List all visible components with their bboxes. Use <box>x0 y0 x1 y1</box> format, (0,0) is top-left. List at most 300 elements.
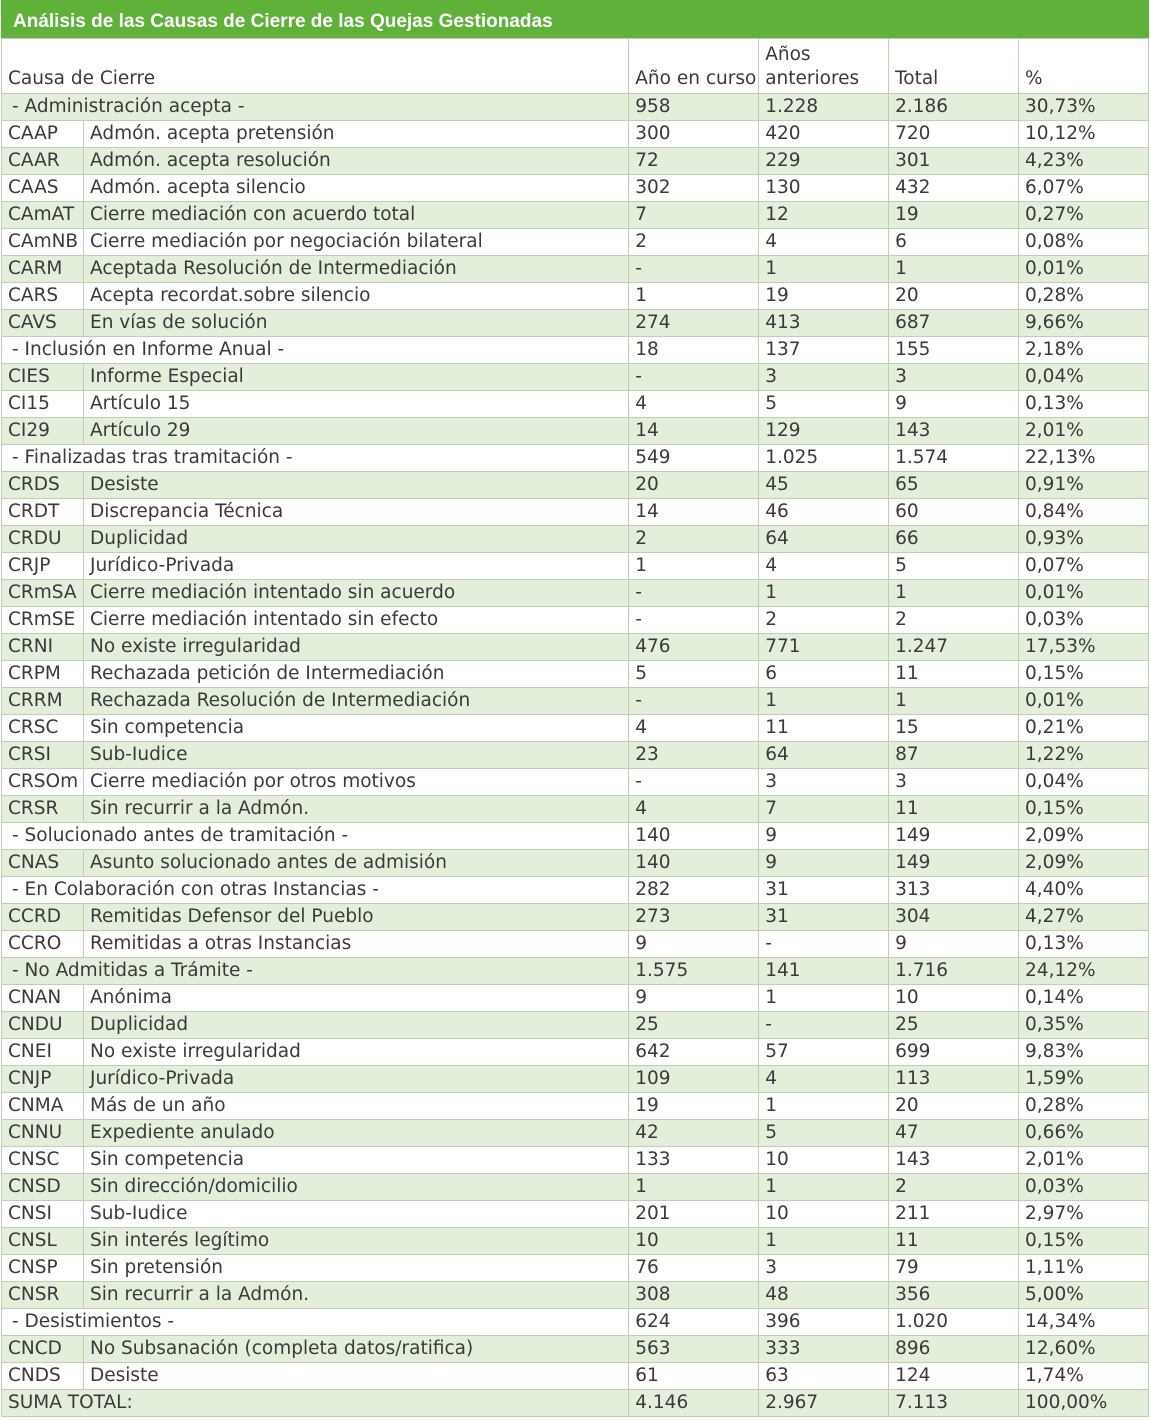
value-total: 25 <box>889 1012 1019 1039</box>
value-current-year: 1.575 <box>629 958 759 985</box>
value-percent: 0,07% <box>1019 553 1149 580</box>
value-current-year: 4 <box>629 715 759 742</box>
value-current-year: 563 <box>629 1336 759 1363</box>
value-current-year: - <box>629 364 759 391</box>
value-previous-years: 3 <box>759 364 889 391</box>
header-causa: Causa de Cierre <box>2 39 629 94</box>
value-total: 304 <box>889 904 1019 931</box>
table-row <box>2 1336 1149 1363</box>
value-total: 1.716 <box>889 958 1019 985</box>
cause-description: Cierre mediación intentado sin acuerdo <box>84 580 629 607</box>
table-row <box>2 1363 1149 1390</box>
value-previous-years: 9 <box>759 850 889 877</box>
cause-code: CNCD <box>2 1336 84 1363</box>
cause-description: Aceptada Resolución de Intermediación <box>84 256 629 283</box>
table-row <box>2 229 1149 256</box>
cause-description: Sin recurrir a la Admón. <box>84 796 629 823</box>
value-total: 113 <box>889 1066 1019 1093</box>
value-current-year: 5 <box>629 661 759 688</box>
value-current-year: 140 <box>629 850 759 877</box>
value-percent: 0,04% <box>1019 769 1149 796</box>
value-current-year: 10 <box>629 1228 759 1255</box>
value-percent: 0,14% <box>1019 985 1149 1012</box>
header-pct: % <box>1019 39 1149 94</box>
cause-code: CNEI <box>2 1039 84 1066</box>
value-percent: 0,15% <box>1019 796 1149 823</box>
cause-code: CNJP <box>2 1066 84 1093</box>
table-row <box>2 1174 1149 1201</box>
table-row <box>2 1255 1149 1282</box>
value-current-year: 18 <box>629 337 759 364</box>
value-percent: 9,83% <box>1019 1039 1149 1066</box>
value-current-year: 140 <box>629 823 759 850</box>
value-total: 15 <box>889 715 1019 742</box>
table-row <box>2 1120 1149 1147</box>
value-current-year: 1 <box>629 553 759 580</box>
value-previous-years: 771 <box>759 634 889 661</box>
cause-code: CRmSE <box>2 607 84 634</box>
value-total: 19 <box>889 202 1019 229</box>
cause-code: CRRM <box>2 688 84 715</box>
value-current-year: 61 <box>629 1363 759 1390</box>
group-row <box>2 445 1149 472</box>
cause-code: CRNI <box>2 634 84 661</box>
value-total: 3 <box>889 364 1019 391</box>
table-row <box>2 310 1149 337</box>
table-row <box>2 607 1149 634</box>
value-previous-years: 1 <box>759 1174 889 1201</box>
cause-code: CRDT <box>2 499 84 526</box>
value-total: 2 <box>889 607 1019 634</box>
cause-description: Artículo 15 <box>84 391 629 418</box>
value-percent: 12,60% <box>1019 1336 1149 1363</box>
table-row <box>2 580 1149 607</box>
value-percent: 0,35% <box>1019 1012 1149 1039</box>
table-row <box>2 931 1149 958</box>
cause-description: Admón. acepta resolución <box>84 148 629 175</box>
value-current-year: 9 <box>629 985 759 1012</box>
value-current-year: 4 <box>629 796 759 823</box>
group-row <box>2 337 1149 364</box>
value-previous-years: 19 <box>759 283 889 310</box>
value-current-year: 476 <box>629 634 759 661</box>
cause-code: CNSP <box>2 1255 84 1282</box>
value-current-year: - <box>629 769 759 796</box>
cause-description: Cierre mediación por otros motivos <box>84 769 629 796</box>
table-row <box>2 499 1149 526</box>
header-anios-anteriores <box>759 39 889 94</box>
value-percent: 0,13% <box>1019 391 1149 418</box>
cause-description: Desiste <box>84 1363 629 1390</box>
table-row <box>2 796 1149 823</box>
value-total: 20 <box>889 283 1019 310</box>
value-previous-years: 1 <box>759 1093 889 1120</box>
value-previous-years: 46 <box>759 499 889 526</box>
group-row <box>2 1309 1149 1336</box>
cause-description: Sub-Iudice <box>84 1201 629 1228</box>
group-label: - No Admitidas a Trámite - <box>2 958 629 985</box>
value-current-year: 308 <box>629 1282 759 1309</box>
value-previous-years: - <box>759 1012 889 1039</box>
value-total: 11 <box>889 796 1019 823</box>
value-percent: 14,34% <box>1019 1309 1149 1336</box>
value-percent: 0,28% <box>1019 283 1149 310</box>
value-total: 66 <box>889 526 1019 553</box>
table-row <box>2 256 1149 283</box>
table-row <box>2 742 1149 769</box>
value-percent: 0,08% <box>1019 229 1149 256</box>
table-row <box>2 985 1149 1012</box>
table-row <box>2 526 1149 553</box>
value-percent: 2,09% <box>1019 850 1149 877</box>
value-current-year: 76 <box>629 1255 759 1282</box>
cause-code: CNDU <box>2 1012 84 1039</box>
value-current-year: 14 <box>629 499 759 526</box>
value-current-year: - <box>629 607 759 634</box>
table-row <box>2 1147 1149 1174</box>
cause-code: CNDS <box>2 1363 84 1390</box>
cause-description: Sin interés legítimo <box>84 1228 629 1255</box>
value-previous-years: 4 <box>759 229 889 256</box>
cause-description: Acepta recordat.sobre silencio <box>84 283 629 310</box>
header-anio-curso: Año en curso <box>629 39 759 94</box>
value-current-year: 624 <box>629 1309 759 1336</box>
cause-code: CRSI <box>2 742 84 769</box>
value-previous-years: 63 <box>759 1363 889 1390</box>
value-percent: 5,00% <box>1019 1282 1149 1309</box>
cause-code: CNSI <box>2 1201 84 1228</box>
value-current-year: 273 <box>629 904 759 931</box>
value-percent: 0,01% <box>1019 688 1149 715</box>
value-total: 720 <box>889 121 1019 148</box>
value-current-year: - <box>629 688 759 715</box>
cause-description: Anónima <box>84 985 629 1012</box>
table-row <box>2 148 1149 175</box>
table-row <box>2 553 1149 580</box>
value-previous-years: 129 <box>759 418 889 445</box>
value-percent: 0,93% <box>1019 526 1149 553</box>
value-total: 149 <box>889 850 1019 877</box>
value-percent: 1,11% <box>1019 1255 1149 1282</box>
table-row <box>2 715 1149 742</box>
cause-description: Rechazada Resolución de Intermediación <box>84 688 629 715</box>
header-anios-line1: Años <box>765 44 811 65</box>
table-row <box>2 1228 1149 1255</box>
value-total: 2 <box>889 1174 1019 1201</box>
cause-code: CIES <box>2 364 84 391</box>
cause-code: CNAN <box>2 985 84 1012</box>
value-percent: 0,21% <box>1019 715 1149 742</box>
cause-description: Sin competencia <box>84 715 629 742</box>
cause-description: Admón. acepta pretensión <box>84 121 629 148</box>
value-total: 699 <box>889 1039 1019 1066</box>
cause-code: CAmAT <box>2 202 84 229</box>
value-previous-years: 420 <box>759 121 889 148</box>
cause-code: CRmSA <box>2 580 84 607</box>
value-previous-years: 3 <box>759 769 889 796</box>
value-total: 1 <box>889 688 1019 715</box>
value-previous-years: 11 <box>759 715 889 742</box>
table-row <box>2 661 1149 688</box>
cause-code: CNMA <box>2 1093 84 1120</box>
value-total: 11 <box>889 661 1019 688</box>
value-current-year: 1 <box>629 1174 759 1201</box>
cause-code: CRDS <box>2 472 84 499</box>
value-current-year: 201 <box>629 1201 759 1228</box>
value-total: 6 <box>889 229 1019 256</box>
cause-description: No existe irregularidad <box>84 634 629 661</box>
value-percent: 2,01% <box>1019 418 1149 445</box>
value-previous-years: 141 <box>759 958 889 985</box>
cause-code: CAVS <box>2 310 84 337</box>
group-label: - Solucionado antes de tramitación - <box>2 823 629 850</box>
cause-code: CAmNB <box>2 229 84 256</box>
value-current-year: 42 <box>629 1120 759 1147</box>
value-percent: 0,84% <box>1019 499 1149 526</box>
value-total: 87 <box>889 742 1019 769</box>
group-label: - Inclusión en Informe Anual - <box>2 337 629 364</box>
cause-description: Discrepancia Técnica <box>84 499 629 526</box>
total-pct: 100,00% <box>1019 1390 1149 1417</box>
value-percent: 0,01% <box>1019 256 1149 283</box>
value-current-year: 302 <box>629 175 759 202</box>
cause-description: Artículo 29 <box>84 418 629 445</box>
value-current-year: 9 <box>629 931 759 958</box>
cause-code: CNSC <box>2 1147 84 1174</box>
cause-description: Remitidas Defensor del Pueblo <box>84 904 629 931</box>
cause-description: Jurídico-Privada <box>84 553 629 580</box>
cause-description: Sub-Iudice <box>84 742 629 769</box>
header-total: Total <box>889 39 1019 94</box>
value-total: 1.247 <box>889 634 1019 661</box>
cause-description: Cierre mediación con acuerdo total <box>84 202 629 229</box>
value-percent: 6,07% <box>1019 175 1149 202</box>
value-percent: 17,53% <box>1019 634 1149 661</box>
group-label: - En Colaboración con otras Instancias - <box>2 877 629 904</box>
cause-description: Rechazada petición de Intermediación <box>84 661 629 688</box>
cause-description: Duplicidad <box>84 526 629 553</box>
value-percent: 2,01% <box>1019 1147 1149 1174</box>
cause-description: Más de un año <box>84 1093 629 1120</box>
value-total: 1.574 <box>889 445 1019 472</box>
value-current-year: 958 <box>629 94 759 121</box>
value-previous-years: 64 <box>759 526 889 553</box>
cause-code: CNSD <box>2 1174 84 1201</box>
value-percent: 0,15% <box>1019 1228 1149 1255</box>
table-row <box>2 688 1149 715</box>
value-percent: 0,13% <box>1019 931 1149 958</box>
value-current-year: 7 <box>629 202 759 229</box>
value-previous-years: 3 <box>759 1255 889 1282</box>
value-current-year: 20 <box>629 472 759 499</box>
value-current-year: 642 <box>629 1039 759 1066</box>
cause-description: Expediente anulado <box>84 1120 629 1147</box>
cause-description: Desiste <box>84 472 629 499</box>
value-percent: 0,27% <box>1019 202 1149 229</box>
header-row <box>2 39 1149 94</box>
table-row <box>2 1012 1149 1039</box>
value-previous-years: 1 <box>759 256 889 283</box>
value-total: 9 <box>889 931 1019 958</box>
cause-code: CAAS <box>2 175 84 202</box>
value-total: 10 <box>889 985 1019 1012</box>
value-percent: 4,27% <box>1019 904 1149 931</box>
table-row <box>2 202 1149 229</box>
value-percent: 24,12% <box>1019 958 1149 985</box>
value-total: 896 <box>889 1336 1019 1363</box>
report-table-container <box>1 0 1149 1417</box>
value-previous-years: - <box>759 931 889 958</box>
value-total: 3 <box>889 769 1019 796</box>
total-prev: 2.967 <box>759 1390 889 1417</box>
value-current-year: 300 <box>629 121 759 148</box>
value-total: 1 <box>889 256 1019 283</box>
cause-code: CRPM <box>2 661 84 688</box>
cause-code: CNAS <box>2 850 84 877</box>
value-previous-years: 1.228 <box>759 94 889 121</box>
value-total: 1 <box>889 580 1019 607</box>
value-previous-years: 45 <box>759 472 889 499</box>
cause-description: Sin competencia <box>84 1147 629 1174</box>
table-row <box>2 418 1149 445</box>
value-previous-years: 1.025 <box>759 445 889 472</box>
value-percent: 0,04% <box>1019 364 1149 391</box>
value-current-year: 25 <box>629 1012 759 1039</box>
value-previous-years: 1 <box>759 688 889 715</box>
value-previous-years: 10 <box>759 1147 889 1174</box>
value-percent: 4,23% <box>1019 148 1149 175</box>
value-previous-years: 2 <box>759 607 889 634</box>
value-previous-years: 5 <box>759 1120 889 1147</box>
cause-description: Sin recurrir a la Admón. <box>84 1282 629 1309</box>
group-row <box>2 958 1149 985</box>
value-total: 11 <box>889 1228 1019 1255</box>
total-label: SUMA TOTAL: <box>2 1390 629 1417</box>
table-row <box>2 904 1149 931</box>
value-total: 211 <box>889 1201 1019 1228</box>
value-percent: 2,09% <box>1019 823 1149 850</box>
value-previous-years: 130 <box>759 175 889 202</box>
cause-description: No Subsanación (completa datos/ratifica) <box>84 1336 629 1363</box>
cause-description: En vías de solución <box>84 310 629 337</box>
value-percent: 0,91% <box>1019 472 1149 499</box>
value-percent: 22,13% <box>1019 445 1149 472</box>
cause-code: CCRD <box>2 904 84 931</box>
table-row <box>2 175 1149 202</box>
value-current-year: 274 <box>629 310 759 337</box>
value-current-year: 72 <box>629 148 759 175</box>
cause-code: CAAR <box>2 148 84 175</box>
cause-code: CI29 <box>2 418 84 445</box>
table-row <box>2 472 1149 499</box>
value-current-year: 1 <box>629 283 759 310</box>
value-percent: 2,97% <box>1019 1201 1149 1228</box>
cause-code: CRDU <box>2 526 84 553</box>
cause-code: CNNU <box>2 1120 84 1147</box>
group-label: - Administración acepta - <box>2 94 629 121</box>
cause-description: No existe irregularidad <box>84 1039 629 1066</box>
value-total: 65 <box>889 472 1019 499</box>
value-previous-years: 12 <box>759 202 889 229</box>
table-row <box>2 634 1149 661</box>
value-current-year: 109 <box>629 1066 759 1093</box>
value-previous-years: 137 <box>759 337 889 364</box>
cause-code: CNSL <box>2 1228 84 1255</box>
value-total: 1.020 <box>889 1309 1019 1336</box>
value-total: 60 <box>889 499 1019 526</box>
value-previous-years: 7 <box>759 796 889 823</box>
value-total: 2.186 <box>889 94 1019 121</box>
value-previous-years: 48 <box>759 1282 889 1309</box>
value-percent: 1,59% <box>1019 1066 1149 1093</box>
cause-code: CRJP <box>2 553 84 580</box>
total-row <box>2 1390 1149 1417</box>
value-current-year: 133 <box>629 1147 759 1174</box>
cause-description: Remitidas a otras Instancias <box>84 931 629 958</box>
value-total: 9 <box>889 391 1019 418</box>
table-title: Análisis de las Causas de Cierre de las Quejas Gestionadas <box>1 0 1149 38</box>
table-row <box>2 1201 1149 1228</box>
cause-code: CRSR <box>2 796 84 823</box>
value-percent: 2,18% <box>1019 337 1149 364</box>
value-current-year: 14 <box>629 418 759 445</box>
value-percent: 9,66% <box>1019 310 1149 337</box>
value-percent: 10,12% <box>1019 121 1149 148</box>
value-total: 47 <box>889 1120 1019 1147</box>
value-percent: 4,40% <box>1019 877 1149 904</box>
value-previous-years: 229 <box>759 148 889 175</box>
cause-description: Admón. acepta silencio <box>84 175 629 202</box>
cause-description: Sin dirección/domicilio <box>84 1174 629 1201</box>
table-row <box>2 1093 1149 1120</box>
value-previous-years: 10 <box>759 1201 889 1228</box>
value-previous-years: 9 <box>759 823 889 850</box>
cause-code: CI15 <box>2 391 84 418</box>
value-current-year: 2 <box>629 229 759 256</box>
value-percent: 30,73% <box>1019 94 1149 121</box>
value-previous-years: 31 <box>759 904 889 931</box>
value-total: 149 <box>889 823 1019 850</box>
value-current-year: 549 <box>629 445 759 472</box>
value-percent: 0,28% <box>1019 1093 1149 1120</box>
value-current-year: 2 <box>629 526 759 553</box>
table-row <box>2 364 1149 391</box>
value-previous-years: 6 <box>759 661 889 688</box>
value-previous-years: 1 <box>759 985 889 1012</box>
value-total: 155 <box>889 337 1019 364</box>
value-percent: 0,03% <box>1019 1174 1149 1201</box>
cause-description: Duplicidad <box>84 1012 629 1039</box>
value-percent: 0,66% <box>1019 1120 1149 1147</box>
value-previous-years: 1 <box>759 580 889 607</box>
value-percent: 0,01% <box>1019 580 1149 607</box>
total-total: 7.113 <box>889 1390 1019 1417</box>
value-previous-years: 4 <box>759 1066 889 1093</box>
value-previous-years: 5 <box>759 391 889 418</box>
value-current-year: 19 <box>629 1093 759 1120</box>
cause-code: CARM <box>2 256 84 283</box>
cause-code: CRSOm <box>2 769 84 796</box>
table-row <box>2 121 1149 148</box>
value-percent: 0,15% <box>1019 661 1149 688</box>
header-anios-line2: anteriores <box>765 68 860 89</box>
value-total: 432 <box>889 175 1019 202</box>
cause-code: CCRO <box>2 931 84 958</box>
table-row <box>2 283 1149 310</box>
value-previous-years: 4 <box>759 553 889 580</box>
group-label: - Finalizadas tras tramitación - <box>2 445 629 472</box>
value-previous-years: 1 <box>759 1228 889 1255</box>
